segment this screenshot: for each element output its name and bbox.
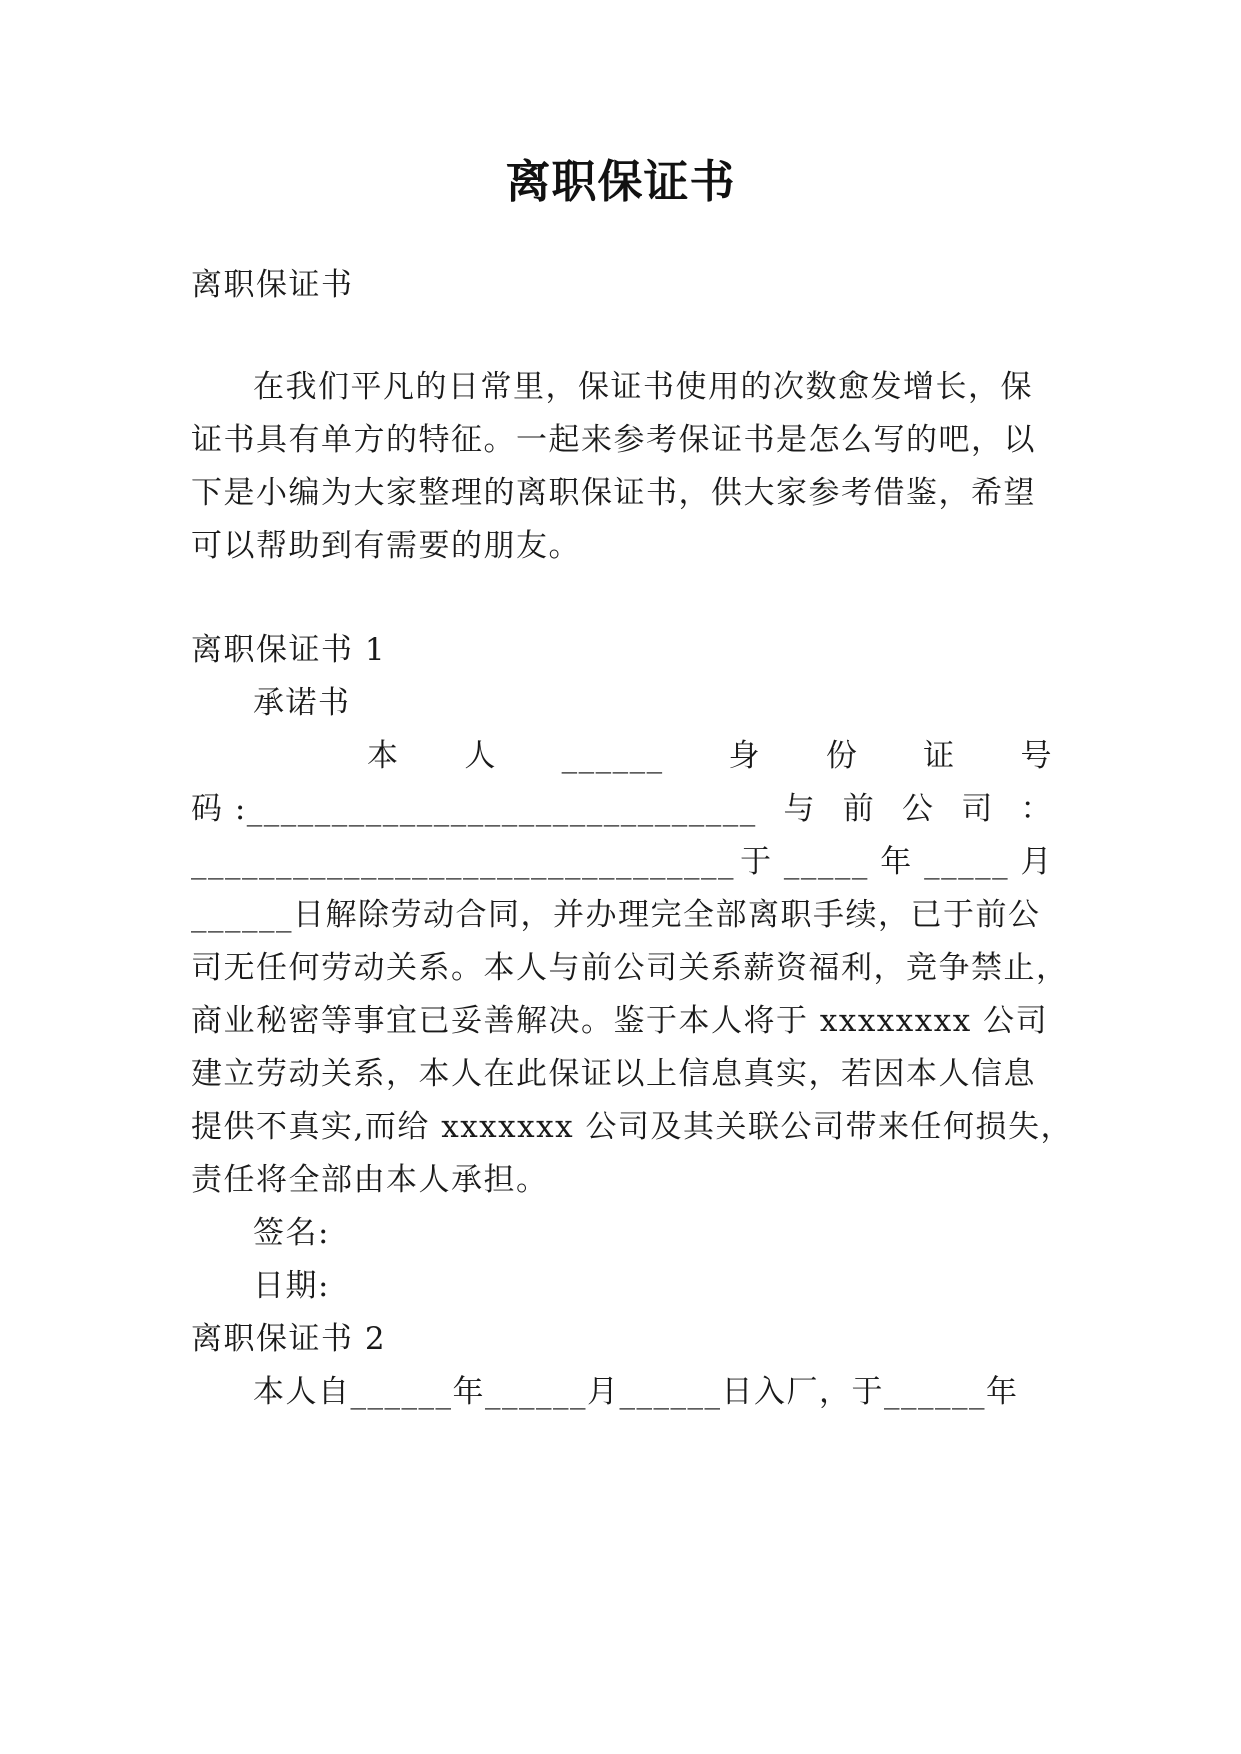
intro-line-2: 证书具有单方的特征。一起来参考保证书是怎么写的吧，以 bbox=[191, 422, 1036, 458]
row3-company-field: ________________________________ bbox=[191, 844, 735, 880]
section1-para-line-6: 责任将全部由本人承担。 bbox=[191, 1162, 549, 1198]
section1-row-2 bbox=[191, 789, 1053, 829]
row2-word-1: 与 bbox=[783, 791, 817, 827]
row1-word-1: 本 bbox=[367, 738, 400, 774]
section1-para-line-4: 建立劳动关系，本人在此保证以上信息真实，若因本人信息 bbox=[191, 1056, 1036, 1092]
row1-word-5: 证 bbox=[923, 738, 956, 774]
date-label: 日期: bbox=[253, 1268, 330, 1304]
section2-first-line: 本人自______年______月______日入厂，于______年 bbox=[253, 1374, 1019, 1410]
section2-heading: 离职保证书 2 bbox=[191, 1321, 387, 1357]
section1-row-3 bbox=[191, 842, 1053, 882]
row1-blank: ______ bbox=[561, 738, 664, 774]
intro-line-1: 在我们平凡的日常里，保证书使用的次数愈发增长，保 bbox=[253, 369, 1033, 405]
section1-para-line-2: 司无任何劳动关系。本人与前公司关系薪资福利，竞争禁止， bbox=[191, 950, 1069, 986]
section1-para-line-5: 提供不真实,而给 xxxxxxx 公司及其关联公司带来任何损失， bbox=[191, 1109, 1073, 1145]
row1-word-2: 人 bbox=[464, 738, 497, 774]
row3-date-fields: 于 _____ 年 _____ 月 bbox=[740, 844, 1053, 880]
row1-word-4: 份 bbox=[825, 738, 859, 774]
intro-line-4: 可以帮助到有需要的朋友。 bbox=[191, 528, 581, 564]
section1-para-line-1: ______日解除劳动合同，并办理完全部离职手续，已于前公 bbox=[191, 897, 1041, 933]
section1-subheading: 承诺书 bbox=[253, 685, 351, 721]
row1-word-3: 身 bbox=[728, 738, 761, 774]
intro-line-3: 下是小编为大家整理的离职保证书，供大家参考借鉴，希望 bbox=[191, 475, 1036, 511]
section1-heading: 离职保证书 1 bbox=[191, 632, 387, 668]
row1-word-6: 号 bbox=[1020, 738, 1053, 774]
row2-word-4: 司 bbox=[961, 791, 994, 827]
section1-para-line-3: 商业秘密等事宜已妥善解决。鉴于本人将于 xxxxxxxx 公司 bbox=[191, 1003, 1049, 1039]
document-heading: 离职保证书 bbox=[191, 267, 354, 303]
signature-label: 签名: bbox=[253, 1215, 330, 1251]
row2-colon: ： bbox=[1020, 791, 1053, 827]
section1-row-1 bbox=[367, 736, 1053, 776]
row2-word-2: 前 bbox=[842, 791, 876, 827]
row2-word-3: 公 bbox=[902, 791, 935, 827]
row2-id-field: 码 :______________________________ bbox=[191, 791, 757, 827]
document-title: 离职保证书 bbox=[505, 155, 736, 208]
